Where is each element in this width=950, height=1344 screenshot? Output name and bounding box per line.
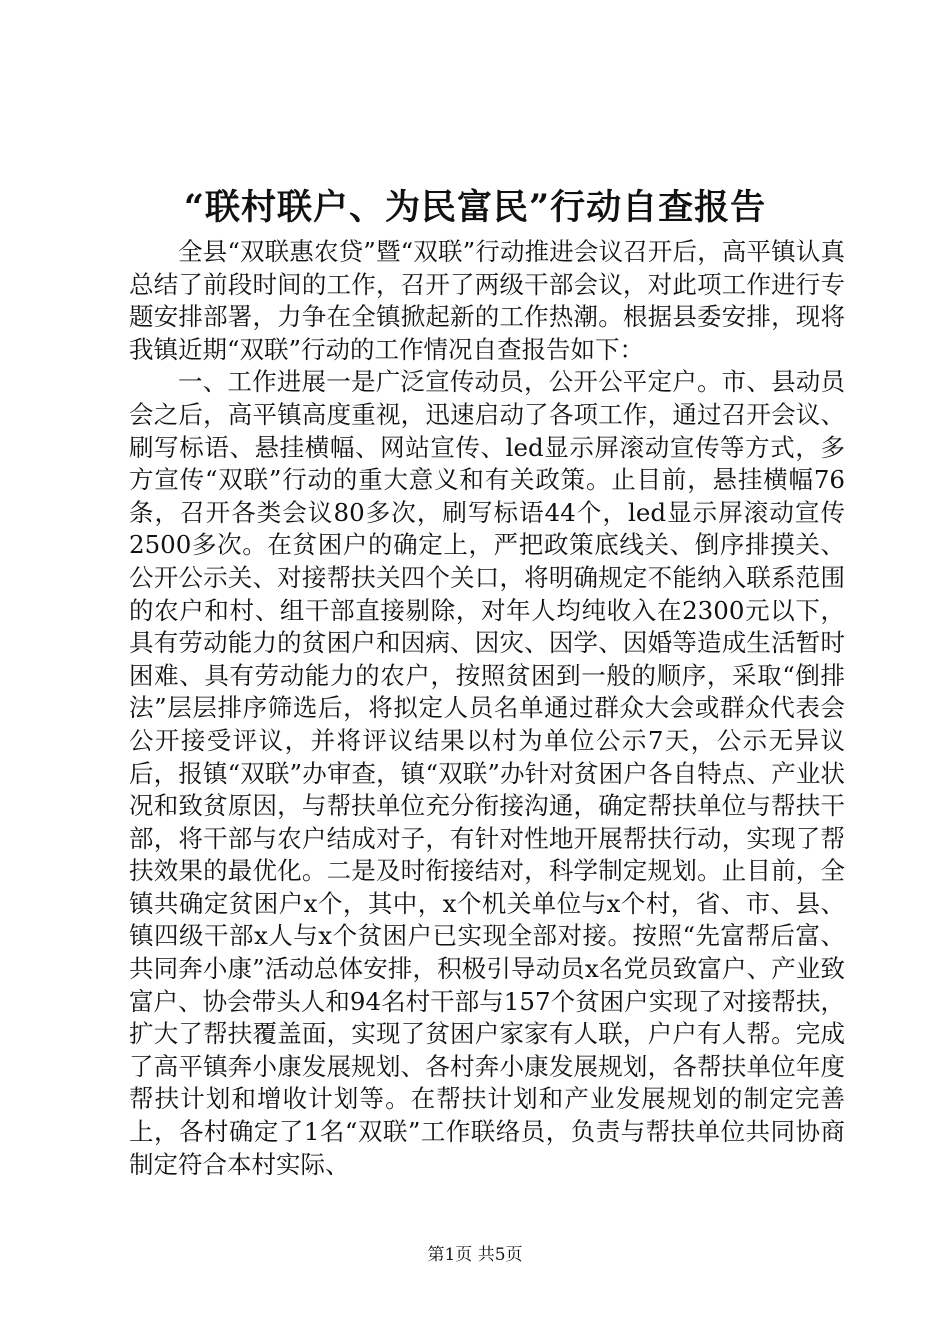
document-title: “联村联户、为民富民”行动自查报告: [183, 187, 767, 228]
paragraph-progress: 一、工作进展一是广泛宣传动员，公开公平定户。市、县动员会之后，高平镇高度重视，迅速启动了各项工作，通过召开会议、刷写标语、悬挂横幅、网站宣传、led显示屏滚动宣传等方式，多方宣传“双联”行动的重大意义和有关政策。止目前，悬挂横幅76条，召开各类会议80多次，刷写标语44个，led显示屏滚动宣传2500多次。在贫困户的确定上，严把政策底线关、倒序排摸关、公开公示关、对接帮扶关四个关口，将明确规定不能纳入联系范围的农户和村、组干部直接剔除，对年人均纯收入在2300元以下，具有劳动能力的贫困户和因病、因灾、因学、因婚等造成生活暂时困难、具有劳动能力的农户，按照贫困到一般的顺序，采取“倒排法”层层排序筛选后，将拟定人员名单通过群众大会或群众代表会公开接受评议，并将评议结果以村为单位公示7天，公示无异议后，报镇“双联”办审查，镇“双联”办针对贫困户各自特点、产业状况和致贫原因，与帮扶单位充分衔接沟通，确定帮扶单位与帮扶干部，将干部与农户结成对子，有针对性地开展帮扶行动，实现了帮扶效果的最优化。二是及时衔接结对，科学制定规划。止目前，全镇共确定贫困户x个，其中，x个机关单位与x个村，省、市、县、镇四级干部x人与x个贫困户已实现全部对接。按照“先富帮后富、共同奔小康”活动总体安排，积极引导动员x名党员致富户、产业致富户、协会带头人和94名村干部与157个贫困户实现了对接帮扶，扩大了帮扶覆盖面，实现了贫困户家家有人联，户户有人帮。完成了高平镇奔小康发展规划、各村奔小康发展规划，各帮扶单位年度帮扶计划和增收计划等。在帮扶计划和产业发展规划的制定完善上，各村确定了1名“双联”工作联络员，负责与帮扶单位共同协商制定符合本村实际、: [129, 367, 845, 1179]
document-body: [129, 236, 845, 1181]
paragraph-intro: 全县“双联惠农贷”暨“双联”行动推进会议召开后，高平镇认真总结了前段时间的工作，召开了两级干部会议，对此项工作进行专题安排部署，力争在全镇掀起新的工作热潮。根据县委安排，现将我镇近期“双联”行动的工作情况自查报告如下：: [129, 237, 845, 364]
page-footer: 第1页 共5页: [427, 1245, 523, 1265]
